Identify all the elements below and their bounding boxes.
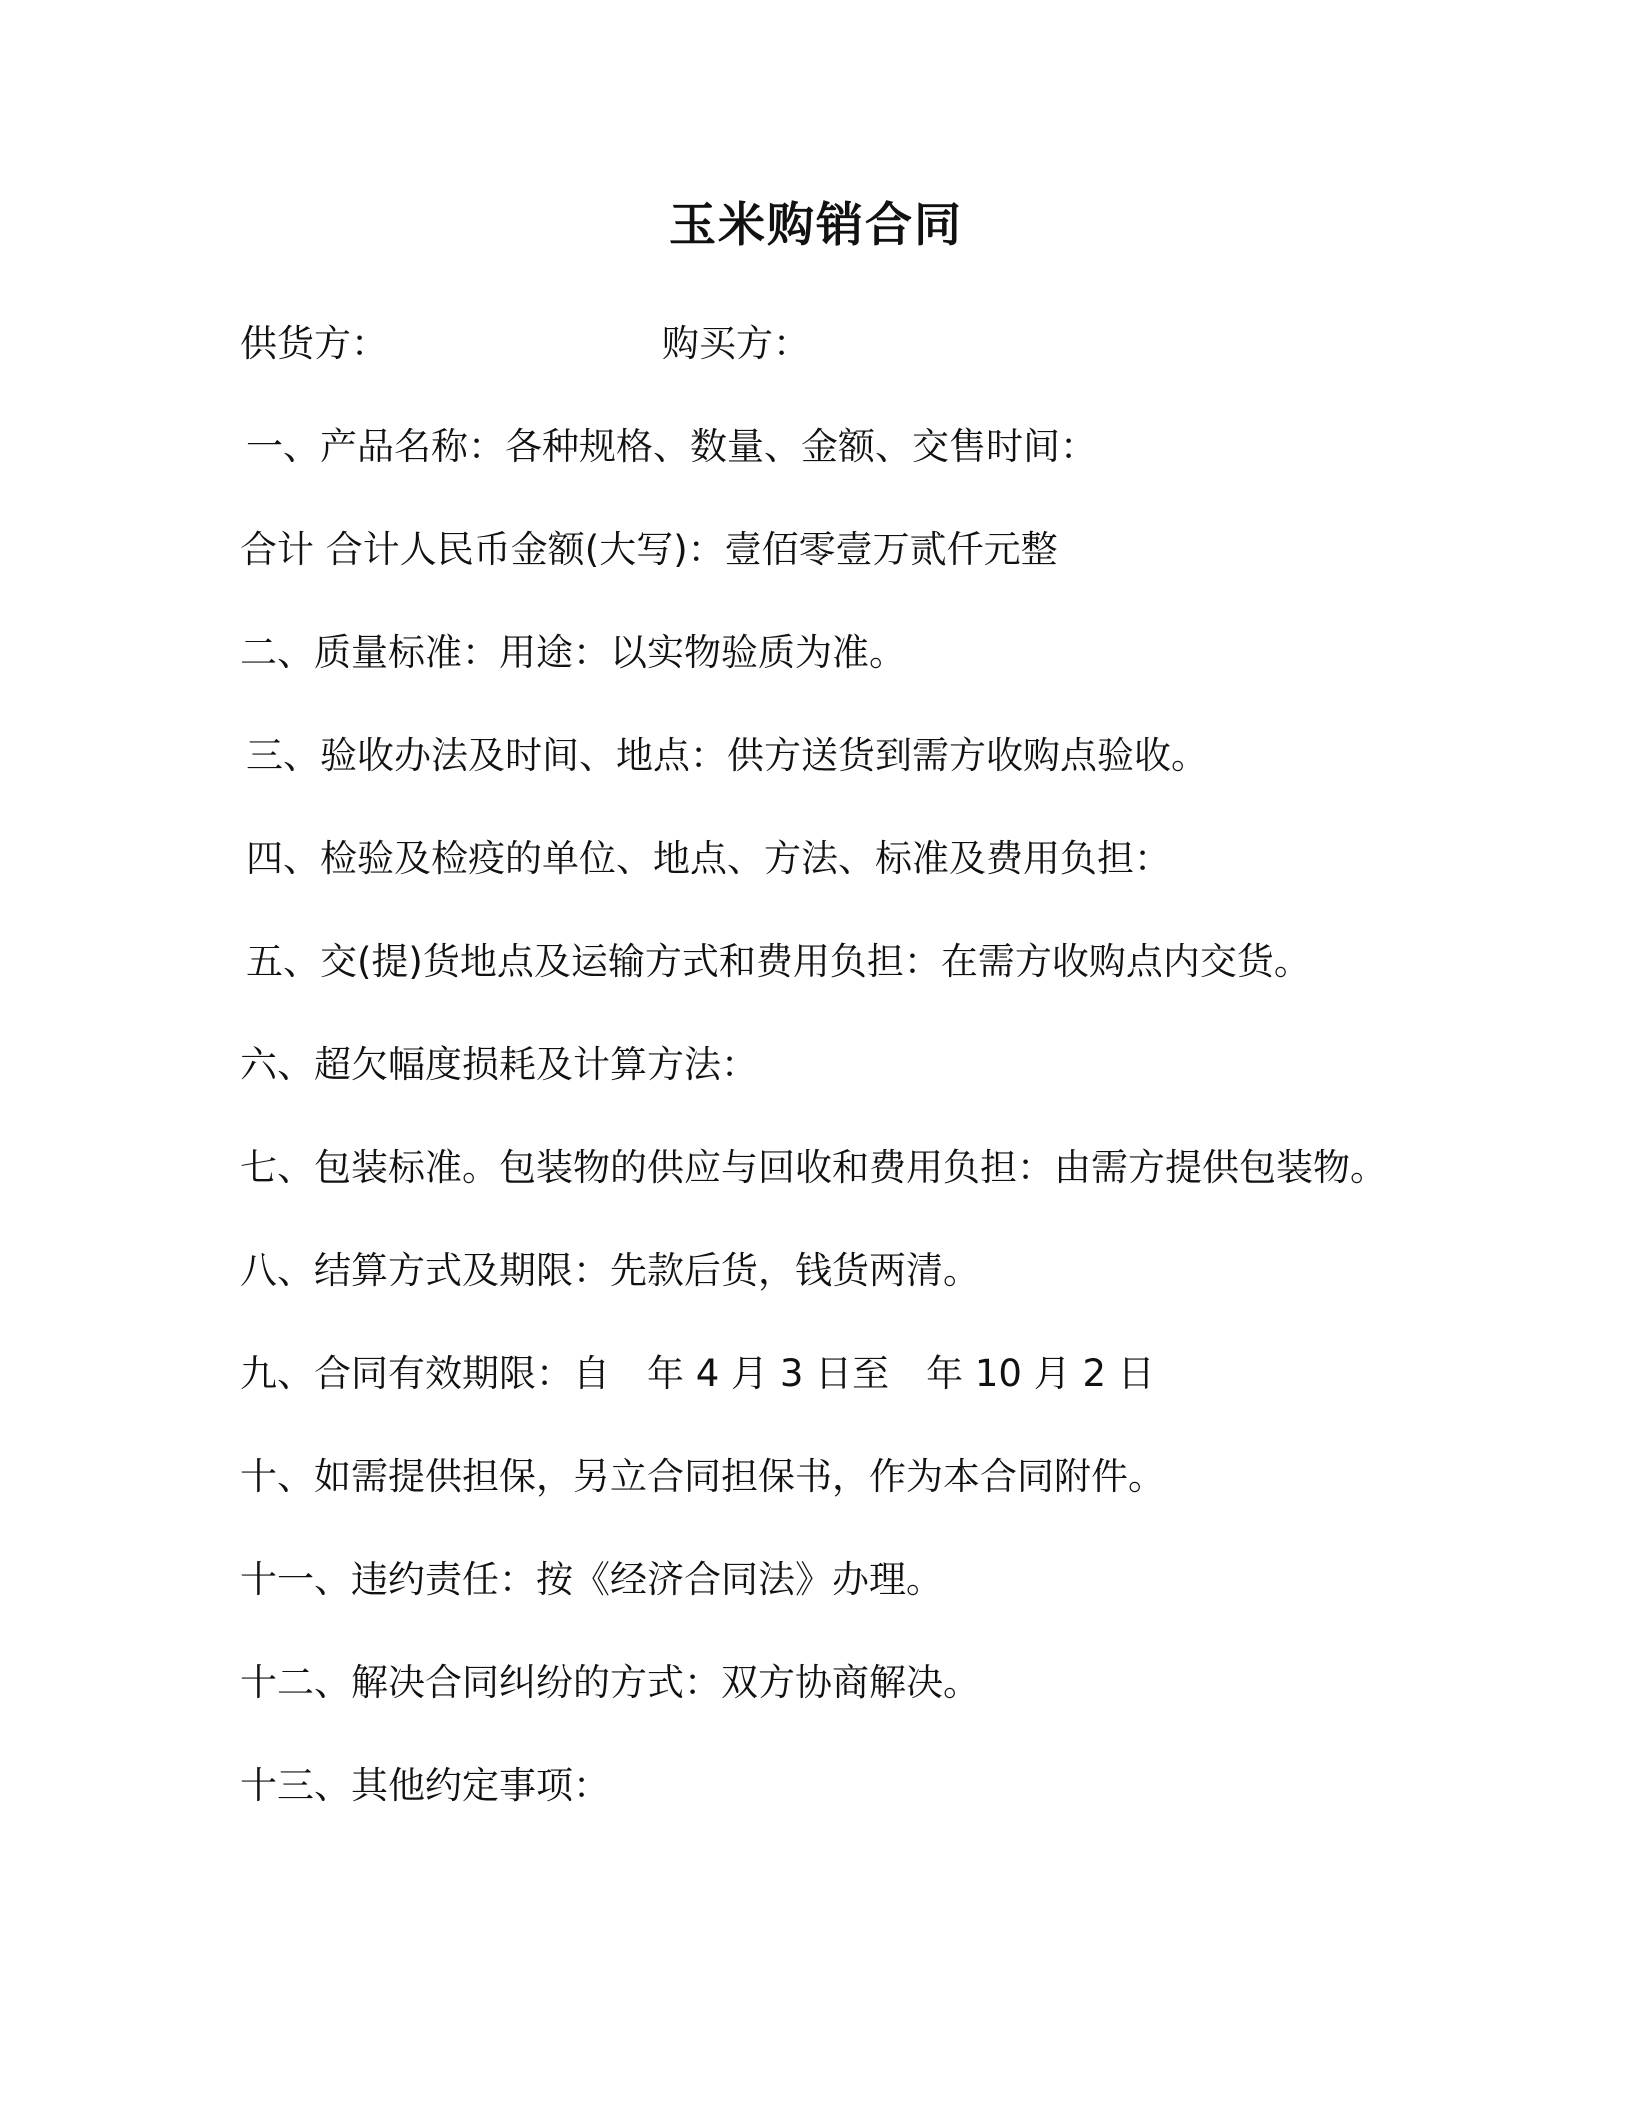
clause-13-other: 十三、其他约定事项： <box>240 1764 610 1807</box>
contract-title: 玉米购销合同 <box>669 198 963 253</box>
clause-3-acceptance: 三、验收办法及时间、地点：供方送货到需方收购点验收。 <box>246 734 1208 777</box>
clause-9-validity: 九、合同有效期限：自 年 4 月 3 日至 年 10 月 2 日 <box>240 1352 1155 1395</box>
buyer-label: 购买方： <box>662 322 810 365</box>
clause-12-dispute: 十二、解决合同纠纷的方式：双方协商解决。 <box>240 1661 980 1704</box>
supplier-label: 供货方： <box>240 322 388 365</box>
clause-8-settlement: 八、结算方式及期限：先款后货，钱货两清。 <box>240 1249 980 1292</box>
clause-1-product: 一、产品名称：各种规格、数量、金额、交售时间： <box>246 425 1097 468</box>
clause-4-inspection: 四、检验及检疫的单位、地点、方法、标准及费用负担： <box>246 837 1171 880</box>
clause-11-liability: 十一、违约责任：按《经济合同法》办理。 <box>240 1558 943 1601</box>
clause-2-quality: 二、质量标准：用途：以实物验质为准。 <box>240 631 906 674</box>
total-amount: 合计 合计人民币金额(大写)：壹佰零壹万贰仟元整 <box>240 528 1058 571</box>
clause-6-loss: 六、超欠幅度损耗及计算方法： <box>240 1043 758 1086</box>
clause-10-guarantee: 十、如需提供担保，另立合同担保书，作为本合同附件。 <box>240 1455 1165 1498</box>
clause-7-packaging: 七、包装标准。包装物的供应与回收和费用负担：由需方提供包装物。 <box>240 1146 1387 1189</box>
clause-5-delivery: 五、交(提)货地点及运输方式和费用负担：在需方收购点内交货。 <box>246 940 1311 983</box>
